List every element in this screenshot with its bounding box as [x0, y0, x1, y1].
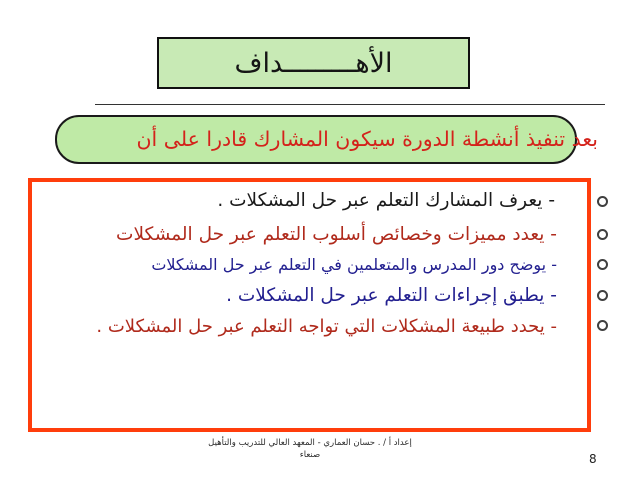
objective-item: - يحدد طبيعة المشكلات التي تواجه التعلم عبر حل المشكلات .	[96, 316, 557, 337]
objective-item: - يعرف المشارك التعلم عبر حل المشكلات .	[217, 190, 555, 211]
bullet-circle-icon	[597, 196, 608, 207]
slide-title: الأهـــــــــداف	[157, 37, 470, 89]
objective-item: - يوضح دور المدرس والمتعلمين في التعلم عبر حل المشكلات	[151, 255, 557, 274]
objective-item: - يعدد مميزات وخصائص أسلوب التعلم عبر حل المشكلات	[116, 224, 557, 245]
bullet-circle-icon	[597, 290, 608, 301]
intro-statement: بعد تنفيذ أنشطة الدورة سيكون المشارك قادرا على أن	[136, 127, 598, 151]
bullet-circle-icon	[597, 229, 608, 240]
bullet-circle-icon	[597, 259, 608, 270]
title-divider	[95, 104, 605, 105]
page-number: 8	[589, 452, 597, 466]
objective-item: - يطبق إجراءات التعلم عبر حل المشكلات .	[226, 285, 557, 306]
bullet-circle-icon	[597, 320, 608, 331]
footer-credit: إعداد أ / . حسان العماري - المعهد العالي للتدريب والتأهيل صنعاء	[208, 438, 412, 460]
